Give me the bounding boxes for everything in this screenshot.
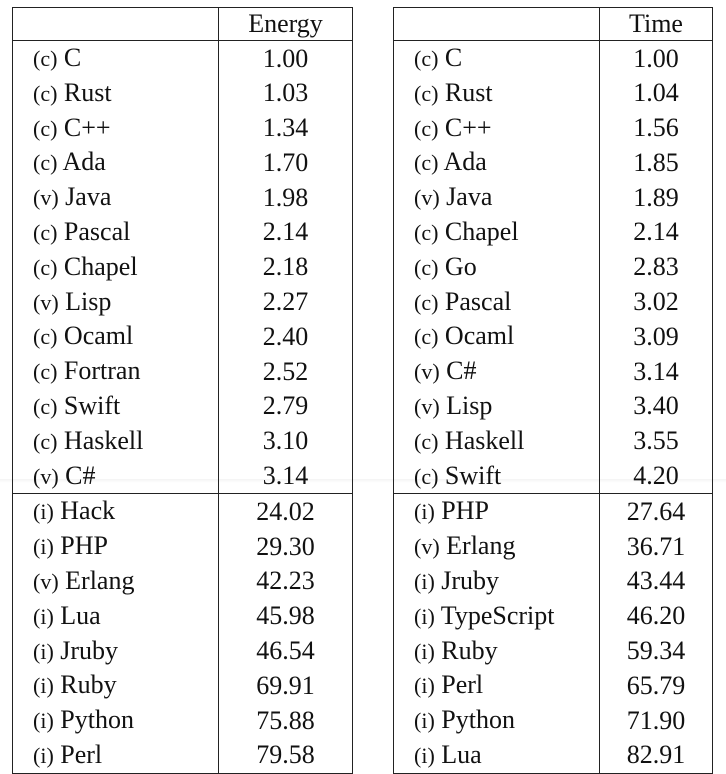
language-cell [13,494,219,529]
language-cell [13,354,219,389]
metric-value: 42.23 [219,564,353,599]
language-type-tag: (i) [33,499,54,525]
table-row [13,145,353,180]
language-cell [394,111,600,146]
language-type-tag: (c) [33,359,58,385]
metric-value: 1.98 [219,180,353,215]
language-cell [13,389,219,424]
metric-value: 2.14 [600,215,713,250]
table-row [13,111,353,146]
language-type-tag: (v) [414,185,440,211]
language-name: Chapel [444,216,519,246]
metric-value: 1.00 [600,41,713,76]
language-name: Rust [444,77,493,107]
metric-value: 75.88 [219,703,353,738]
metric-value: 1.70 [219,145,353,180]
language-name: Rust [63,77,112,107]
table-row [394,634,713,669]
language-name: Lua [441,739,482,769]
metric-value: 2.14 [219,215,353,250]
language-type-tag: (c) [414,289,439,315]
language-cell [13,424,219,459]
language-type-tag: (v) [33,463,59,489]
language-cell [13,564,219,599]
language-type-tag: (i) [414,673,435,699]
language-cell [13,76,219,111]
table-row [13,285,353,320]
table-row [394,459,713,494]
language-name: Chapel [63,251,138,281]
language-type-tag: (v) [414,534,440,560]
table-row [13,215,353,250]
language-type-tag: (c) [33,46,58,71]
language-type-tag: (c) [414,254,439,280]
metric-value: 2.40 [219,319,353,354]
time-table [393,7,713,774]
language-cell [394,529,600,564]
language-type-tag: (i) [414,499,435,525]
metric-value: 1.00 [219,41,353,76]
metric-value: 3.09 [600,319,713,354]
table-row [13,319,353,354]
language-type-tag: (c) [414,46,439,71]
empty-header-cell [13,8,219,41]
language-cell [394,668,600,703]
language-type-tag: (c) [33,219,58,245]
metric-value: 36.71 [600,529,713,564]
table-row [394,250,713,285]
table-row [13,459,353,494]
language-name: C [444,43,463,72]
language-type-tag: (i) [33,534,54,560]
language-name: Pascal [444,286,512,316]
metric-value: 1.34 [219,111,353,146]
metric-value: 3.14 [600,354,713,389]
language-cell [13,41,219,76]
language-cell [13,668,219,703]
metric-value: 3.55 [600,424,713,459]
language-type-tag: (c) [414,324,439,350]
language-cell [394,250,600,285]
language-type-tag: (c) [33,428,58,454]
language-cell [13,285,219,320]
table-row [13,599,353,634]
metric-value: 2.83 [600,250,713,285]
language-type-tag: (c) [33,115,58,141]
language-type-tag: (i) [414,603,435,629]
language-cell [394,634,600,669]
language-name: Java [65,182,112,212]
language-name: Fortran [63,356,141,386]
language-name: C [63,43,82,72]
language-cell [394,703,600,738]
metric-value: 46.54 [219,634,353,669]
language-cell [13,215,219,250]
table-row [394,424,713,459]
language-name: Jruby [60,635,119,665]
language-name: C# [446,356,477,386]
language-name: Hack [60,496,116,526]
metric-value: 4.20 [600,459,713,494]
language-name: Ada [62,147,106,177]
language-cell [394,738,600,773]
language-type-tag: (c) [33,393,58,419]
metric-value: 1.56 [600,111,713,146]
table-row [394,668,713,703]
language-type-tag: (i) [33,603,54,629]
language-cell [13,703,219,738]
language-type-tag: (v) [33,289,59,315]
table-row [394,354,713,389]
language-type-tag: (i) [33,638,54,664]
language-type-tag: (i) [414,708,435,734]
table-row [394,564,713,599]
language-name: C++ [444,112,492,142]
metric-header: Energy [219,8,353,41]
metric-value: 2.79 [219,389,353,424]
language-type-tag: (c) [414,150,439,176]
language-cell [13,319,219,354]
language-cell [394,564,600,599]
language-cell [394,180,600,215]
language-name: Ada [443,147,487,177]
language-type-tag: (i) [33,742,54,768]
language-type-tag: (v) [414,359,440,385]
metric-value: 1.03 [219,76,353,111]
metric-value: 1.04 [600,76,713,111]
metric-value: 43.44 [600,564,713,599]
table-row [394,285,713,320]
table-row [13,529,353,564]
metric-value: 3.10 [219,424,353,459]
language-type-tag: (i) [33,673,54,699]
language-name: Python [441,705,515,735]
language-cell [13,738,219,773]
metric-value: 46.20 [600,599,713,634]
table-header-row [13,8,353,41]
metric-value: 27.64 [600,494,713,529]
language-name: Java [446,182,493,212]
metric-value: 1.85 [600,145,713,180]
language-name: Go [444,251,477,281]
table-row [394,529,713,564]
table-row [13,703,353,738]
metric-value: 24.02 [219,494,353,529]
empty-header-cell [394,8,600,41]
metric-value: 79.58 [219,738,353,773]
metric-value: 3.14 [219,459,353,494]
table-row [13,668,353,703]
table-row [394,389,713,424]
table-row [13,41,353,76]
language-type-tag: (c) [414,219,439,245]
language-name: TypeScript [440,600,555,630]
table-row [13,76,353,111]
language-type-tag: (c) [414,80,439,106]
language-cell [394,145,600,180]
language-cell [13,145,219,180]
metric-value: 45.98 [219,599,353,634]
table-row [394,41,713,76]
language-type-tag: (i) [33,708,54,734]
language-name: Ruby [60,670,117,700]
table-row [13,738,353,773]
language-type-tag: (c) [414,428,439,454]
table-row [394,145,713,180]
language-type-tag: (c) [414,115,439,141]
metric-value: 3.40 [600,389,713,424]
language-cell [394,459,600,494]
language-name: Ocaml [444,321,515,351]
language-type-tag: (i) [414,568,435,594]
metric-value: 3.02 [600,285,713,320]
table-body [394,41,713,774]
metric-value: 2.52 [219,354,353,389]
metric-value: 29.30 [219,529,353,564]
metric-value: 82.91 [600,738,713,773]
language-name: Pascal [63,216,131,246]
language-name: Swift [63,390,121,420]
language-cell [394,41,600,76]
language-name: Haskell [63,425,144,455]
table-row [13,389,353,424]
language-name: Lua [60,600,101,630]
language-cell [13,250,219,285]
language-name: PHP [60,531,108,561]
language-name: Haskell [444,425,525,455]
language-cell [394,599,600,634]
table-row [394,180,713,215]
metric-value: 1.89 [600,180,713,215]
language-cell [394,354,600,389]
table-header-row [394,8,713,41]
language-type-tag: (c) [414,463,439,489]
language-type-tag: (c) [33,324,58,350]
table-row [13,494,353,529]
language-cell [394,424,600,459]
language-cell [13,180,219,215]
table-row [394,703,713,738]
language-cell [394,494,600,529]
language-cell [394,389,600,424]
table-body [13,41,353,774]
table-row [13,354,353,389]
language-type-tag: (v) [414,393,440,419]
metric-value: 65.79 [600,668,713,703]
table-row [394,599,713,634]
table-row [13,180,353,215]
table-row [13,564,353,599]
energy-table [12,7,353,774]
table-row [394,111,713,146]
table-row [13,634,353,669]
table-row [394,738,713,773]
language-type-tag: (v) [33,185,59,211]
metric-header: Time [600,8,713,41]
language-type-tag: (i) [414,742,435,768]
language-cell [13,459,219,494]
language-name: Ocaml [63,321,134,351]
language-name: Perl [441,670,484,700]
language-name: Python [60,705,134,735]
language-type-tag: (v) [33,568,59,594]
language-name: Erlang [65,565,135,595]
language-cell [394,285,600,320]
metric-value: 69.91 [219,668,353,703]
language-type-tag: (c) [33,254,58,280]
table-row [13,250,353,285]
metric-value: 2.27 [219,285,353,320]
language-cell [13,529,219,564]
metric-value: 2.18 [219,250,353,285]
language-type-tag: (c) [33,150,58,176]
language-name: PHP [441,496,489,526]
language-cell [13,634,219,669]
language-type-tag: (c) [33,80,58,106]
language-name: Erlang [446,531,516,561]
table-row [394,494,713,529]
table-row [394,215,713,250]
language-name: Lisp [65,286,112,316]
language-cell [13,111,219,146]
table-row [394,76,713,111]
language-cell [13,599,219,634]
language-name: C++ [63,112,111,142]
language-name: Swift [444,460,502,490]
table-row [13,424,353,459]
table-row [394,319,713,354]
language-name: Ruby [441,635,498,665]
language-name: Perl [60,739,103,769]
language-name: Jruby [441,565,500,595]
language-cell [394,76,600,111]
metric-value: 59.34 [600,634,713,669]
metric-value: 71.90 [600,703,713,738]
language-cell [394,319,600,354]
language-cell [394,215,600,250]
language-name: C# [65,460,96,490]
language-type-tag: (i) [414,638,435,664]
language-name: Lisp [446,390,493,420]
